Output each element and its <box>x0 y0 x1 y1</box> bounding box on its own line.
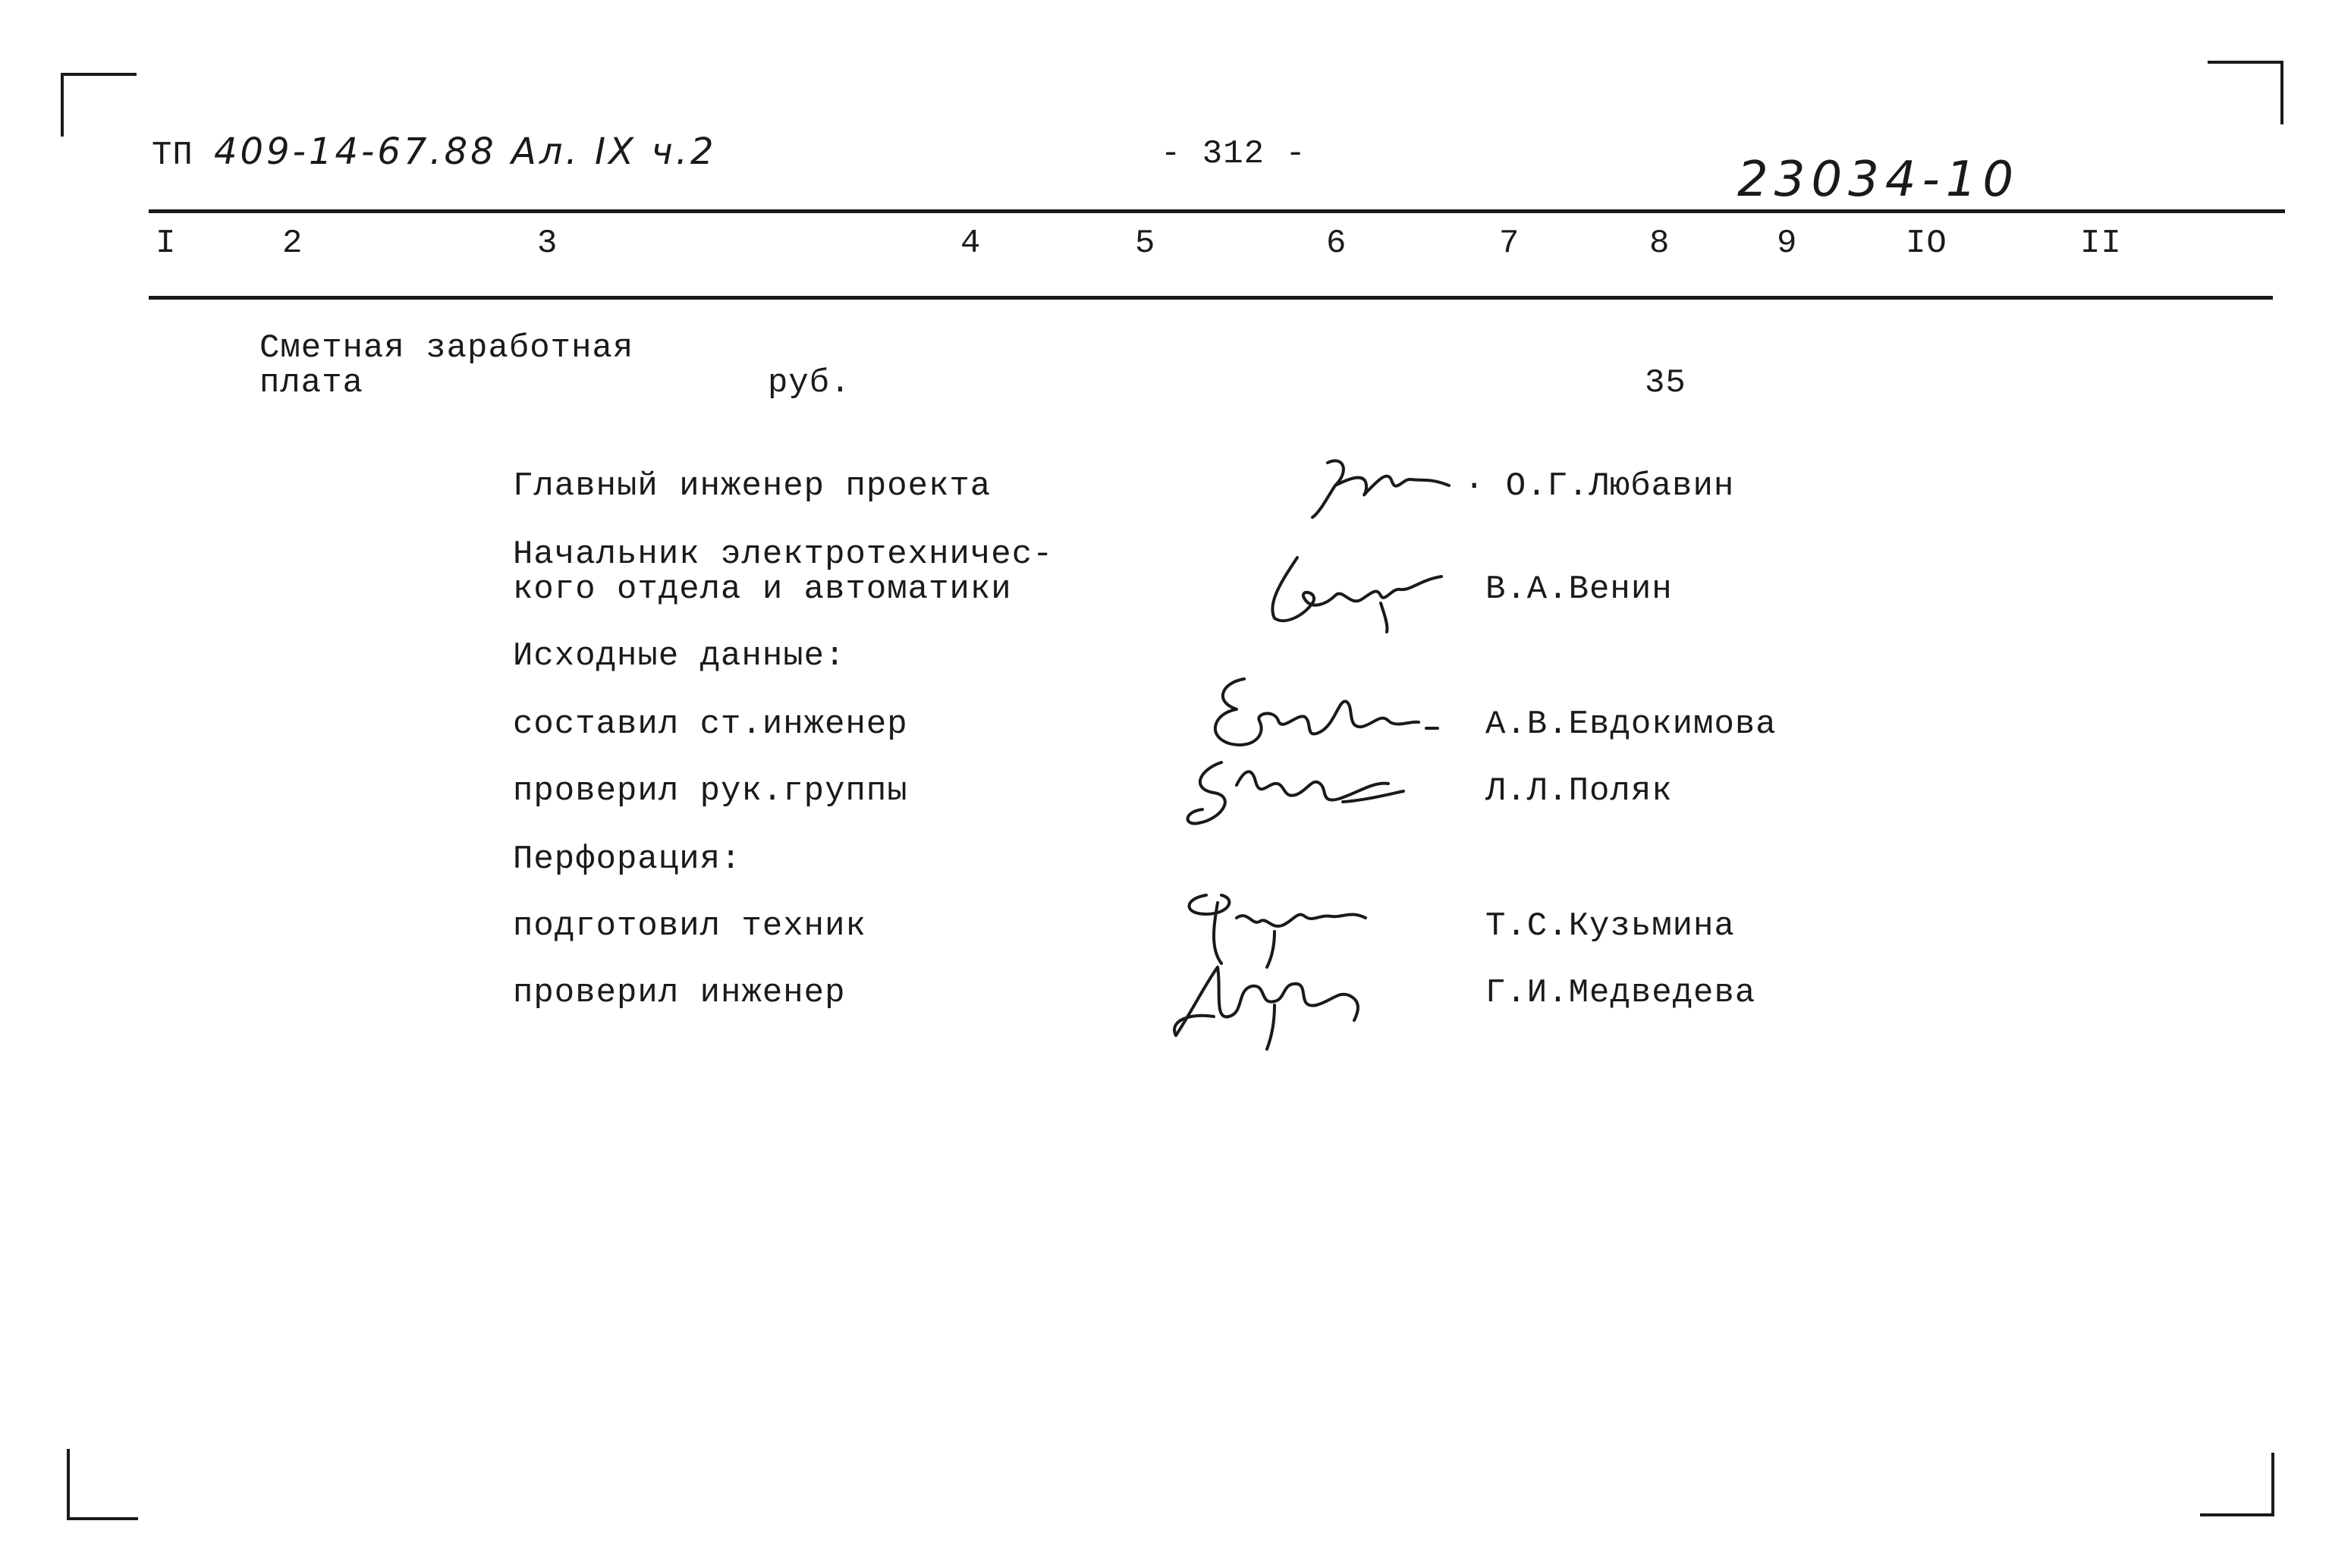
column-number-5: 5 <box>1135 225 1156 262</box>
section-perforation: Перфорация: <box>513 841 742 878</box>
name-medvedeva: Г.И.Медведева <box>1485 974 1756 1012</box>
signature-lyubavin <box>1297 448 1464 523</box>
corner-mark-bottom-right <box>2200 1453 2274 1516</box>
column-number-4: 4 <box>960 225 982 262</box>
corner-mark-bottom-left <box>67 1449 138 1520</box>
corner-mark-top-left <box>61 73 137 137</box>
role-checked-by-engineer: проверил инженер <box>513 974 846 1012</box>
doc-code: 409-14-67.88 Ал. IX ч.2 <box>214 130 717 173</box>
role-department-head-line2: кого отдела и автоматики <box>513 570 1012 608</box>
name-lyubavin: · О.Г.Любавин <box>1464 467 1735 505</box>
column-number-9: 9 <box>1777 225 1798 262</box>
page-number: - 312 - <box>1161 135 1306 173</box>
header-rule-bottom <box>149 296 2273 300</box>
inventory-number: 23034-10 <box>1737 152 2020 208</box>
corner-mark-top-right <box>2208 61 2283 124</box>
signature-polyak <box>1168 747 1411 838</box>
column-number-2: 2 <box>282 225 303 262</box>
signature-venin <box>1252 542 1449 633</box>
column-number-7: 7 <box>1499 225 1520 262</box>
role-compiled-by: составил ст.инженер <box>513 705 908 743</box>
header-rule-top <box>149 209 2285 213</box>
column-number-3: 3 <box>537 225 558 262</box>
role-checked-by-group-lead: проверил рук.группы <box>513 772 908 810</box>
role-chief-engineer: Главный инженер проекта <box>513 467 992 505</box>
column-number-8: 8 <box>1649 225 1671 262</box>
column-number-1: I <box>156 225 177 262</box>
estimate-label-line2: плата <box>259 364 364 402</box>
name-kuzmina: Т.С.Кузьмина <box>1485 907 1735 945</box>
name-polyak: Л.Л.Поляк <box>1485 772 1673 810</box>
doc-prefix: ТП <box>152 137 193 174</box>
estimate-unit: руб. <box>768 364 851 402</box>
signature-medvedeva <box>1146 944 1388 1051</box>
column-number-10: IO <box>1906 225 1947 262</box>
estimate-value: 35 <box>1645 364 1686 402</box>
column-number-6: 6 <box>1326 225 1347 262</box>
name-venin: В.А.Венин <box>1485 570 1673 608</box>
column-number-11: II <box>2080 225 2122 262</box>
role-department-head-line1: Начальник электротехничес- <box>513 536 1054 573</box>
name-evdokimova: А.В.Евдокимова <box>1485 705 1777 743</box>
role-prepared-by-technician: подготовил техник <box>513 907 866 945</box>
estimate-label-line1: Сметная заработная <box>259 329 634 367</box>
section-source-data: Исходные данные: <box>513 637 846 675</box>
